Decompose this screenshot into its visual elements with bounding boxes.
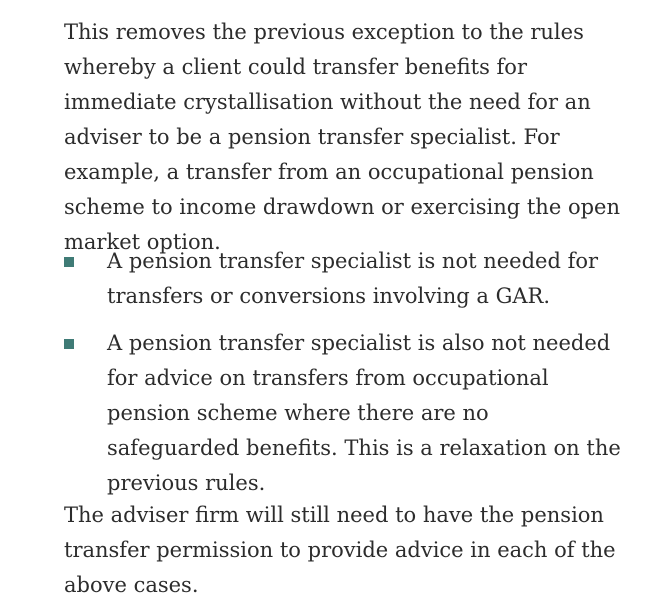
square-bullet-icon bbox=[64, 257, 74, 267]
bullet-text: A pension transfer specialist is not needed for transfers or conversions involving a GAR. bbox=[107, 249, 599, 308]
intro-paragraph: This removes the previous exception to the rules whereby a client could transfer benefits for immediate crystallisation without the need for an adviser to be a pension transfer specialist. For example, a transfer from an occupational pension scheme to income drawdown or exercising the open market option. bbox=[64, 20, 620, 254]
list-item bbox=[64, 326, 624, 501]
closing-paragraph: The adviser firm will still need to have the pension transfer permission to provide advice in each of the above cases. bbox=[64, 503, 616, 597]
square-bullet-icon bbox=[64, 339, 74, 349]
bullet-list bbox=[64, 244, 624, 513]
list-item bbox=[64, 244, 624, 314]
bullet-text: A pension transfer specialist is also not needed for advice on transfers from occupational pension scheme where there are no safeguarded benefits. This is a relaxation on the previous rules. bbox=[107, 331, 621, 495]
